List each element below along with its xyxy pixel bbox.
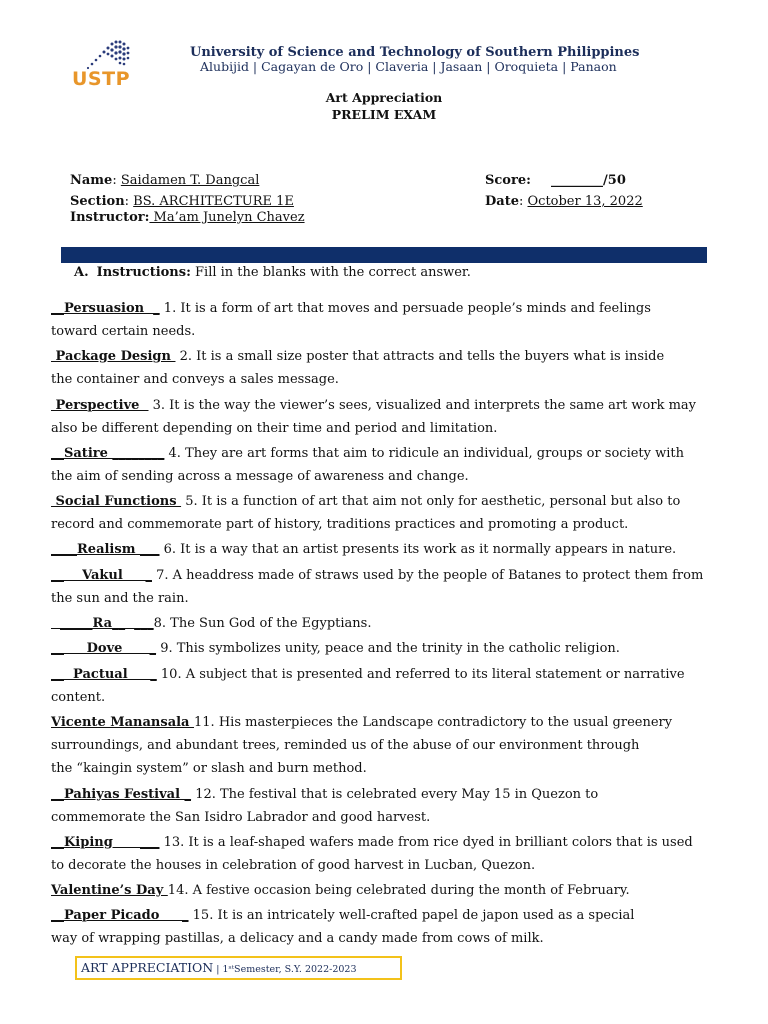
question-text: 11. His masterpieces the Landscape contradictory to the usual greenery — [194, 715, 673, 730]
question-text-cont: toward certain needs. — [51, 324, 196, 339]
question-text: 9. This symbolizes unity, peace and the trinity in the catholic religion. — [156, 641, 620, 656]
answer-8: _____Ra__ ___ — [51, 616, 154, 631]
name-label: Name — [70, 173, 113, 188]
instructor-value: Ma’am Junelyn Chavez — [149, 210, 305, 225]
question-2 — [51, 345, 701, 391]
date-label: Date — [485, 194, 519, 209]
campus-list: Alubijid | Cagayan de Oro | Claveria | Jasaan | Oroquieta | Panaon — [200, 59, 617, 74]
footer-course: ART APPRECIATION — [81, 960, 214, 975]
question-1 — [51, 297, 701, 343]
answer-5: Social Functions — [51, 494, 182, 509]
question-14 — [51, 879, 701, 902]
question-text: 15. It is an intricately well-crafted papel de japon used as a special — [188, 908, 635, 923]
answer-14: Valentine’s Day — [51, 883, 168, 898]
university-name: University of Science and Technology of Southern Philippines — [190, 45, 640, 60]
question-text-cont: commemorate the San Isidro Labrador and good harvest. — [51, 810, 431, 825]
question-text: 1. It is a form of art that moves and persuade people’s minds and feelings — [159, 301, 651, 316]
answer-11: Vicente Manansala — [51, 715, 195, 730]
question-10 — [51, 663, 701, 709]
question-text-cont: the aim of sending across a message of awareness and change. — [51, 469, 469, 484]
answer-10: __ Pactual _ — [51, 667, 157, 682]
question-text: 3. It is the way the viewer’s sees, visualized and interprets the same art work may — [148, 398, 697, 413]
answer-12: __Pahiyas Festival _ — [51, 787, 192, 802]
question-text: 4. They are art forms that aim to ridicule an individual, groups or society with — [164, 446, 685, 461]
question-13 — [51, 831, 701, 877]
instructions — [74, 265, 471, 280]
footer-box — [75, 956, 402, 980]
question-8 — [51, 612, 701, 635]
question-text-cont: the sun and the rain. — [51, 591, 189, 606]
section-field: Section: BS. ARCHITECTURE 1E — [70, 194, 294, 209]
question-text-cont: to decorate the houses in celebration of good harvest in Lucban, Quezon. — [51, 858, 536, 873]
subject-title: Art Appreciation — [325, 90, 443, 105]
instructions-heading: Instructions: — [96, 265, 191, 280]
question-text: 2. It is a small size poster that attracts and tells the buyers what is inside — [175, 349, 665, 364]
answer-13: __Kiping ___ — [51, 835, 160, 850]
name-value: Saidamen T. Dangcal — [120, 173, 260, 188]
question-text-cont: content. — [51, 690, 106, 705]
question-6 — [51, 538, 701, 561]
question-text: 12. The festival that is celebrated every May 15 in Quezon to — [191, 787, 599, 802]
answer-7: __ Vakul _ — [51, 568, 152, 583]
question-text-cont: surroundings, and abundant trees, reminded us of the abuse of our environment through — [51, 738, 640, 753]
score-field — [485, 173, 626, 188]
question-7 — [51, 564, 704, 610]
question-15 — [51, 904, 701, 950]
question-11 — [51, 711, 701, 780]
section-divider-band — [61, 247, 707, 263]
question-text-cont: the container and conveys a sales message. — [51, 372, 339, 387]
logo-text: USTP — [72, 68, 130, 90]
answer-3: Perspective — [51, 398, 149, 413]
question-text: 8. The Sun God of the Egyptians. — [153, 616, 372, 631]
question-9 — [51, 637, 701, 660]
question-text-cont: way of wrapping pastillas, a delicacy and a candy made from cows of milk. — [51, 931, 544, 946]
name-field: Name: Saidamen T. Dangcal — [70, 173, 260, 188]
instructions-letter: A. — [74, 265, 89, 280]
answer-2: Package Design — [51, 349, 176, 364]
question-text: 13. It is a leaf-shaped wafers made from rice dyed in brilliant colors that is used — [159, 835, 693, 850]
answer-1: __Persuasion _ — [51, 301, 160, 316]
answer-9: __ Dove _ — [51, 641, 157, 656]
question-text: 7. A headdress made of straws used by the people of Batanes to protect them from — [151, 568, 704, 583]
section-label: Section — [70, 194, 125, 209]
date-value: October 13, 2022 — [527, 194, 643, 209]
instructor-label: Instructor: — [70, 210, 150, 225]
question-text: 14. A festive occasion being celebrated during the month of February. — [167, 883, 630, 898]
exam-title: PRELIM EXAM — [331, 107, 437, 122]
answer-6: ____Realism ___ — [51, 542, 160, 557]
question-text-cont: record and commemorate part of history, traditions practices and promoting a product. — [51, 517, 629, 532]
question-text-cont: the “kaingin system” or slash and burn method. — [51, 761, 367, 776]
score-value: ________/50 — [551, 173, 626, 188]
instructor-field — [70, 210, 305, 225]
question-12 — [51, 783, 701, 829]
answer-4: __Satire ________ — [51, 446, 165, 461]
footer-semester: | 1ˢᵗSemester, S.Y. 2022-2023 — [213, 964, 357, 975]
answer-15: __Paper Picado _ — [51, 908, 189, 923]
question-text: 5. It is a function of art that aim not only for aesthetic, personal but also to — [181, 494, 681, 509]
question-text-cont: also be different depending on their time and period and limitation. — [51, 421, 498, 436]
question-5 — [51, 490, 701, 536]
date-field: Date: October 13, 2022 — [485, 194, 643, 209]
section-value: BS. ARCHITECTURE 1E — [133, 194, 294, 209]
question-text: 6. It is a way that an artist presents its work as it normally appears in nature. — [159, 542, 677, 557]
instructions-text: Fill in the blanks with the correct answer. — [190, 265, 471, 280]
question-3 — [51, 394, 701, 440]
question-4 — [51, 442, 701, 488]
ustp-logo — [72, 34, 136, 94]
score-label: Score: — [485, 173, 531, 188]
question-text: 10. A subject that is presented and referred to its literal statement or narrative — [156, 667, 685, 682]
